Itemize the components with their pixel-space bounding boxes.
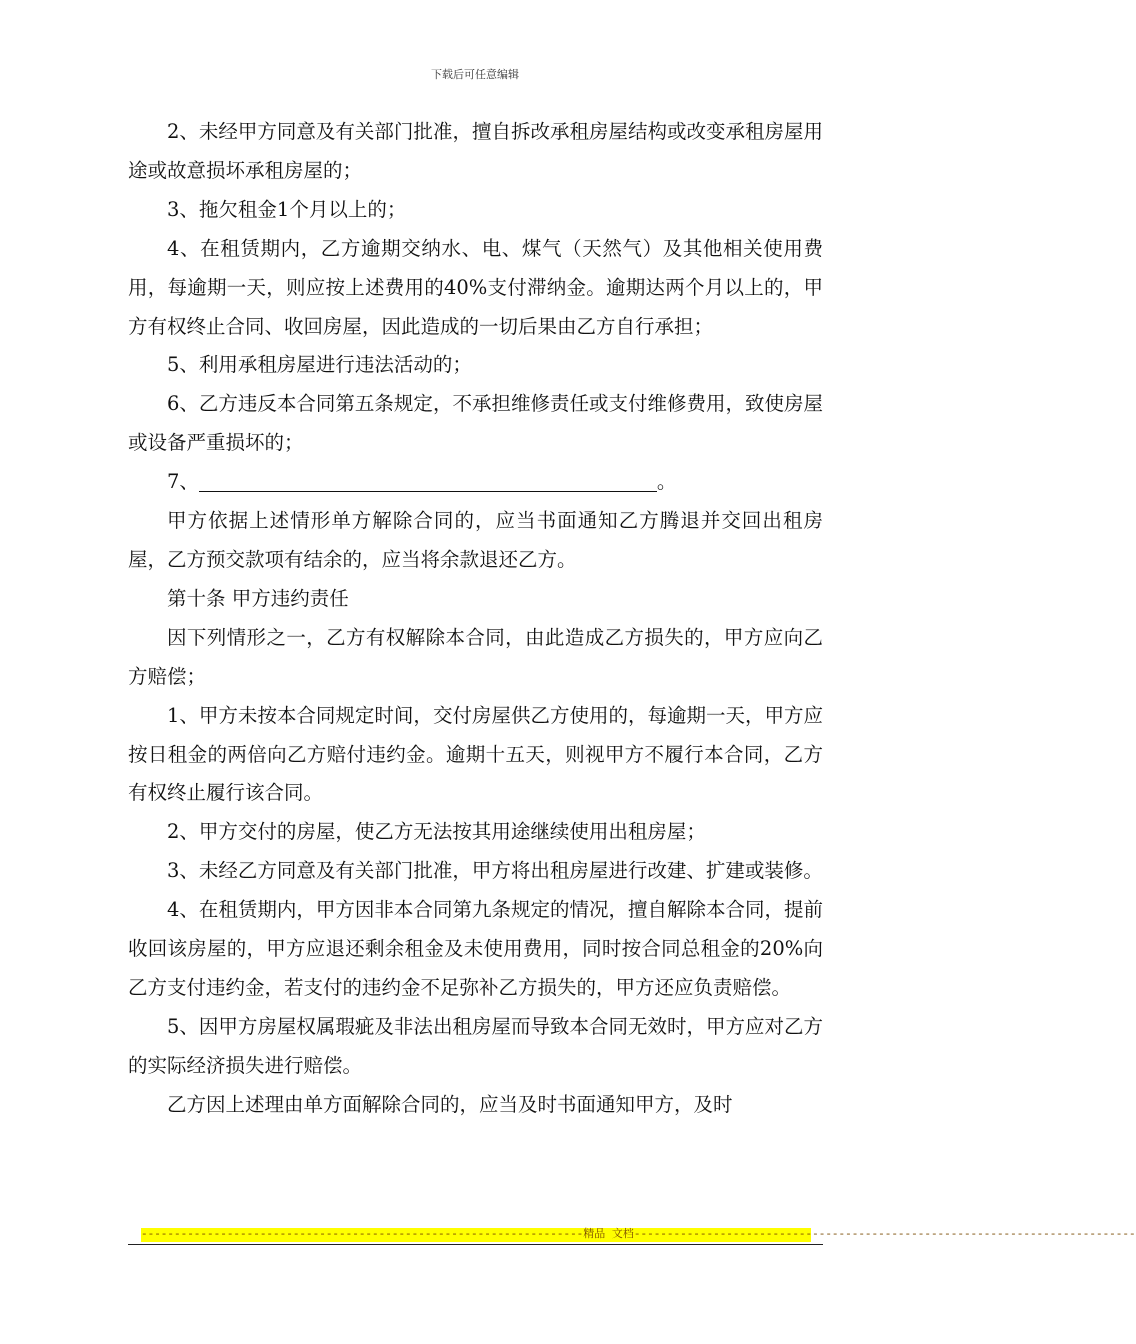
paragraph-clause-3: 3、拖欠租金1个月以上的； <box>167 197 407 221</box>
document-body <box>128 113 823 1125</box>
footer-right-dashes: ---------------------------------------------------------------------------- <box>633 1229 1136 1241</box>
section-heading-article-10: 第十条 甲方违约责任 <box>167 586 349 610</box>
paragraph-tenant-termination: 乙方因上述理由单方面解除合同的，应当及时书面通知甲方，及时 <box>167 1092 733 1116</box>
paragraph-article-10-item-3: 3、未经乙方同意及有关部门批准，甲方将出租房屋进行改建、扩建或装修。 <box>167 859 823 883</box>
paragraph-article-10-item-2: 2、甲方交付的房屋，使乙方无法按其用途继续使用出租房屋； <box>167 820 706 844</box>
page-header: 下载后可任意编辑 <box>431 68 519 81</box>
paragraph-clause-2: 2、未经甲方同意及有关部门批准，擅自拆改承租房屋结构或改变承租房屋用途或故意损坏承租房屋的； <box>128 120 823 182</box>
paragraph-article-10-item-5: 5、因甲方房屋权属瑕疵及非法出租房屋而导致本合同无效时，甲方应对乙方的实际经济损失进行赔偿。 <box>128 1014 823 1077</box>
paragraph-clause-6: 6、乙方违反本合同第五条规定，不承担维修责任或支付维修费用，致使房屋或设备严重损坏的； <box>128 392 823 455</box>
clause-7-prefix: 7、 <box>167 470 199 494</box>
paragraph-article-10-intro: 因下列情形之一，乙方有权解除本合同，由此造成乙方损失的，甲方应向乙方赔偿； <box>128 625 823 688</box>
paragraph-termination-notice: 甲方依据上述情形单方解除合同的，应当书面通知乙方腾退并交回出租房屋，乙方预交款项有结余的，应当将余款退还乙方。 <box>128 509 823 571</box>
footer-divider <box>128 1244 823 1245</box>
fill-in-blank <box>199 468 657 492</box>
footer-watermark-band <box>141 1228 1136 1242</box>
clause-7-suffix: 。 <box>656 470 677 494</box>
footer-left-dashes: ------------------------------------------------------------------- <box>141 1229 584 1241</box>
paragraph-clause-5: 5、利用承租房屋进行违法活动的； <box>167 353 472 377</box>
footer-label: 精品 文档 <box>583 1229 634 1241</box>
paragraph-article-10-item-1: 1、甲方未按本合同规定时间，交付房屋供乙方使用的，每逾期一天，甲方应按日租金的两倍向乙方赔付违约金。逾期十五天，则视甲方不履行本合同，乙方有权终止履行该合同。 <box>128 703 823 805</box>
paragraph-clause-4: 4、在租赁期内，乙方逾期交纳水、电、煤气（天然气）及其他相关使用费用，每逾期一天，则应按上述费用的40%支付滞纳金。逾期达两个月以上的，甲方有权终止合同、收回房屋，因此造成的一切后果由乙方自行承担； <box>128 236 823 338</box>
paragraph-clause-7 <box>128 463 823 502</box>
paragraph-article-10-item-4: 4、在租赁期内，甲方因非本合同第九条规定的情况，擅自解除本合同，提前收回该房屋的，甲方应退还剩余租金及未使用费用，同时按合同总租金的20%向乙方支付违约金，若支付的违约金不足弥补乙方损失的，甲方还应负责赔偿。 <box>128 898 823 999</box>
